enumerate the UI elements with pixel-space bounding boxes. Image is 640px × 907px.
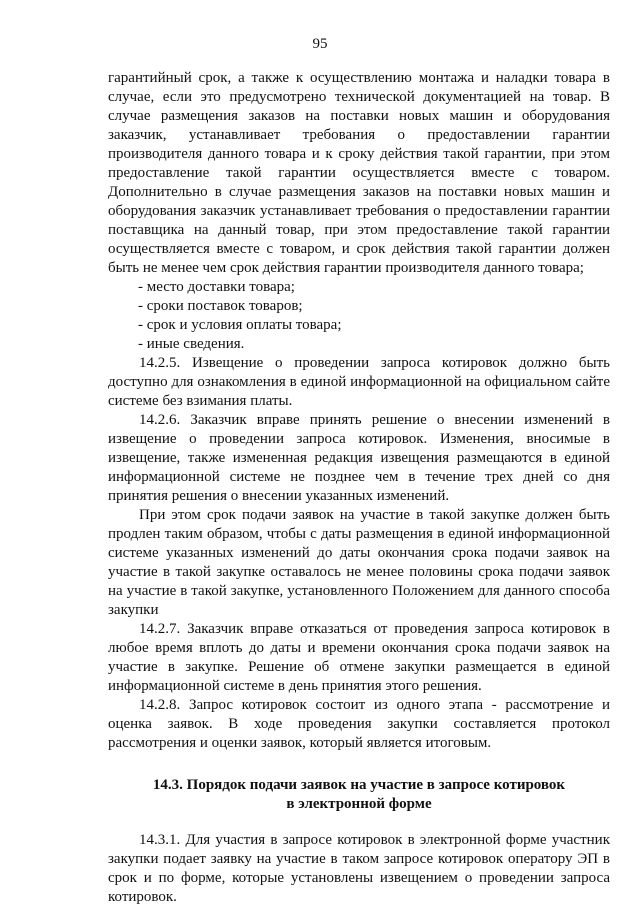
paragraph-14-2-6: 14.2.6. Заказчик вправе принять решение о внесении изменений в извещение о проведении запроса котировок. Изменения, вносимые в извещение, также измененная редакция извещения размещаются в единой информационной системе не позднее чем в течение трех дней со дня принятия решения о внесении указанных изменений.	[108, 412, 610, 504]
paragraph-deadline-extension: При этом срок подачи заявок на участие в такой закупке должен быть продлен таким образом, чтобы с даты размещения в единой информационной системе указанных изменений до даты окончания срока подачи заявок на участие в такой закупке оставалось не менее половины срока подачи заявок на участие в такой закупке, установленного Положением для данного способа закупки	[108, 507, 610, 618]
section-heading-line: 14.3. Порядок подачи заявок на участие в запросе котировок	[152, 777, 566, 793]
document-body	[108, 69, 610, 907]
page-number: 95	[312, 36, 328, 52]
list-item: - срок и условия оплаты товара;	[138, 317, 342, 333]
list-item: - сроки поставок товаров;	[138, 298, 303, 314]
paragraph-14-2-8: 14.2.8. Запрос котировок состоит из одного этапа - рассмотрение и оценка заявок. В ходе проведения закупки составляется протокол рассмотрения и оценки заявок, который является итоговым.	[108, 697, 610, 751]
paragraph-14-2-7: 14.2.7. Заказчик вправе отказаться от проведения запроса котировок в любое время вплоть до даты и времени окончания срока подачи заявок на участие в закупке. Решение об отмене закупки размещается в единой информационной системе в день принятия этого решения.	[108, 621, 610, 694]
list-item: - иные сведения.	[138, 336, 245, 352]
section-heading-line: в электронной форме	[286, 796, 432, 812]
section-heading	[108, 776, 610, 814]
list-item: - место доставки товара;	[138, 279, 295, 295]
paragraph-intro: гарантийный срок, а также к осуществлению монтажа и наладки товара в случае, если это предусмотрено технической документацией на товар. В случае размещения заказов на поставки новых машин и оборудования заказчик, устанавливает требования о предоставлении гарантии производителя данного товара и к сроку действия такой гарантии, при этом предоставление такой гарантии осуществляется вместе с товаром. Дополнительно в случае размещения заказов на поставки новых машин и оборудования заказчик устанавливает требования о предоставлении гарантии поставщика на данный товар, при этом предоставление такой гарантии осуществляется вместе с товаром, и срок действия такой гарантии должен быть не менее чем срок действия гарантии производителя данного товара;	[108, 70, 610, 276]
paragraph-14-3-1: 14.3.1. Для участия в запросе котировок в электронной форме участник закупки подает заявку на участие в таком запросе котировок оператору ЭП в срок и по форме, которые установлены извещением о проведении запроса котировок.	[108, 832, 610, 905]
paragraph-14-2-5: 14.2.5. Извещение о проведении запроса котировок должно быть доступно для ознакомления в единой информационной на официальном сайте системе без взимания платы.	[108, 355, 610, 409]
